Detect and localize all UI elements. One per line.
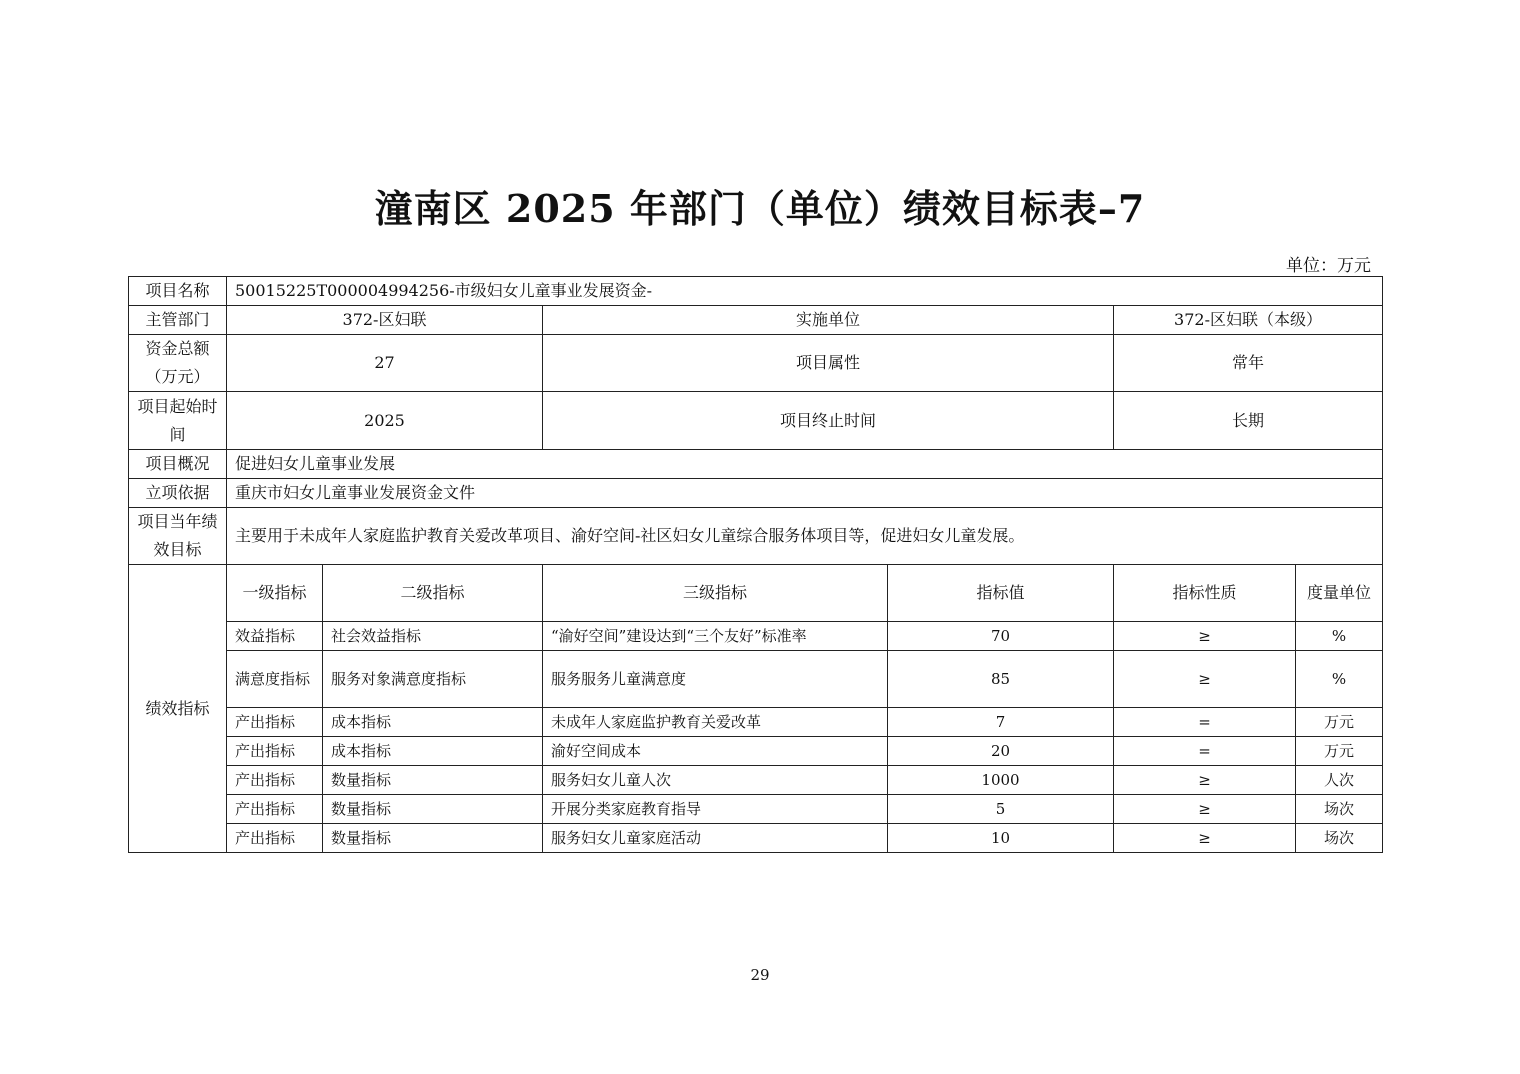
cell-nature: ≥ xyxy=(1114,651,1296,708)
cell-level2: 数量指标 xyxy=(323,795,543,824)
row-dept xyxy=(129,306,1383,335)
table-row xyxy=(129,766,1383,795)
cell-value: 7 xyxy=(888,708,1114,737)
cell-level3: 渝好空间成本 xyxy=(543,737,888,766)
value-start-time: 2025 xyxy=(227,392,543,450)
cell-level3: 服务服务儿童满意度 xyxy=(543,651,888,708)
label-attr: 项目属性 xyxy=(543,335,1114,392)
cell-unit: 万元 xyxy=(1296,737,1383,766)
value-impl-unit: 372-区妇联（本级） xyxy=(1114,306,1383,335)
value-basis: 重庆市妇女儿童事业发展资金文件 xyxy=(227,479,1383,508)
cell-level1: 产出指标 xyxy=(227,766,323,795)
cell-value: 1000 xyxy=(888,766,1114,795)
cell-level1: 产出指标 xyxy=(227,708,323,737)
label-project-name: 项目名称 xyxy=(129,277,227,306)
cell-value: 20 xyxy=(888,737,1114,766)
page-title: 潼南区 2025 年部门（单位）绩效目标表–7 xyxy=(374,186,1146,231)
label-indicators: 绩效指标 xyxy=(129,565,227,853)
cell-level3: 未成年人家庭监护教育关爱改革 xyxy=(543,708,888,737)
header-level3: 三级指标 xyxy=(543,565,888,622)
label-basis: 立项依据 xyxy=(129,479,227,508)
header-level2: 二级指标 xyxy=(323,565,543,622)
table-row xyxy=(129,708,1383,737)
cell-level1: 产出指标 xyxy=(227,795,323,824)
cell-nature: ≥ xyxy=(1114,795,1296,824)
cell-unit: % xyxy=(1296,622,1383,651)
label-dept: 主管部门 xyxy=(129,306,227,335)
table-row xyxy=(129,824,1383,853)
cell-unit: 人次 xyxy=(1296,766,1383,795)
label-end-time: 项目终止时间 xyxy=(543,392,1114,450)
value-fund-total: 27 xyxy=(227,335,543,392)
value-attr: 常年 xyxy=(1114,335,1383,392)
cell-nature: = xyxy=(1114,708,1296,737)
cell-level3: 服务妇女儿童人次 xyxy=(543,766,888,795)
cell-level2: 数量指标 xyxy=(323,824,543,853)
value-project-name: 50015225T000004994256-市级妇女儿童事业发展资金- xyxy=(227,277,1383,306)
cell-value: 10 xyxy=(888,824,1114,853)
label-target: 项目当年绩效目标 xyxy=(129,508,227,565)
header-value: 指标值 xyxy=(888,565,1114,622)
cell-level1: 产出指标 xyxy=(227,824,323,853)
row-basis xyxy=(129,479,1383,508)
label-start-time: 项目起始时间 xyxy=(129,392,227,450)
cell-nature: ≥ xyxy=(1114,622,1296,651)
cell-unit: % xyxy=(1296,651,1383,708)
table-row xyxy=(129,622,1383,651)
cell-unit: 万元 xyxy=(1296,708,1383,737)
value-target: 主要用于未成年人家庭监护教育关爱改革项目、渝好空间-社区妇女儿童综合服务体项目等，促进妇女儿童发展。 xyxy=(227,508,1383,565)
page-number: 29 xyxy=(750,966,770,984)
value-dept: 372-区妇联 xyxy=(227,306,543,335)
row-time xyxy=(129,392,1383,450)
cell-value: 85 xyxy=(888,651,1114,708)
cell-level3: 开展分类家庭教育指导 xyxy=(543,795,888,824)
header-nature: 指标性质 xyxy=(1114,565,1296,622)
row-target xyxy=(129,508,1383,565)
row-project-name xyxy=(129,277,1383,306)
table-row xyxy=(129,651,1383,708)
performance-table xyxy=(128,276,1383,853)
cell-nature: = xyxy=(1114,737,1296,766)
cell-level1: 产出指标 xyxy=(227,737,323,766)
value-overview: 促进妇女儿童事业发展 xyxy=(227,450,1383,479)
label-impl-unit: 实施单位 xyxy=(543,306,1114,335)
table-row xyxy=(129,737,1383,766)
cell-unit: 场次 xyxy=(1296,824,1383,853)
header-unit: 度量单位 xyxy=(1296,565,1383,622)
cell-level3: “渝好空间”建设达到“三个友好”标准率 xyxy=(543,622,888,651)
label-fund-total: 资金总额（万元） xyxy=(129,335,227,392)
cell-level2: 服务对象满意度指标 xyxy=(323,651,543,708)
cell-nature: ≥ xyxy=(1114,766,1296,795)
unit-label: 单位：万元 xyxy=(1286,256,1371,276)
row-fund xyxy=(129,335,1383,392)
label-overview: 项目概况 xyxy=(129,450,227,479)
cell-level3: 服务妇女儿童家庭活动 xyxy=(543,824,888,853)
cell-level2: 社会效益指标 xyxy=(323,622,543,651)
cell-level2: 数量指标 xyxy=(323,766,543,795)
header-level1: 一级指标 xyxy=(227,565,323,622)
cell-unit: 场次 xyxy=(1296,795,1383,824)
cell-level1: 效益指标 xyxy=(227,622,323,651)
table-row xyxy=(129,795,1383,824)
value-end-time: 长期 xyxy=(1114,392,1383,450)
cell-value: 70 xyxy=(888,622,1114,651)
row-overview xyxy=(129,450,1383,479)
cell-level2: 成本指标 xyxy=(323,708,543,737)
cell-nature: ≥ xyxy=(1114,824,1296,853)
cell-level1: 满意度指标 xyxy=(227,651,323,708)
indicator-header-row xyxy=(129,565,1383,622)
cell-level2: 成本指标 xyxy=(323,737,543,766)
cell-value: 5 xyxy=(888,795,1114,824)
